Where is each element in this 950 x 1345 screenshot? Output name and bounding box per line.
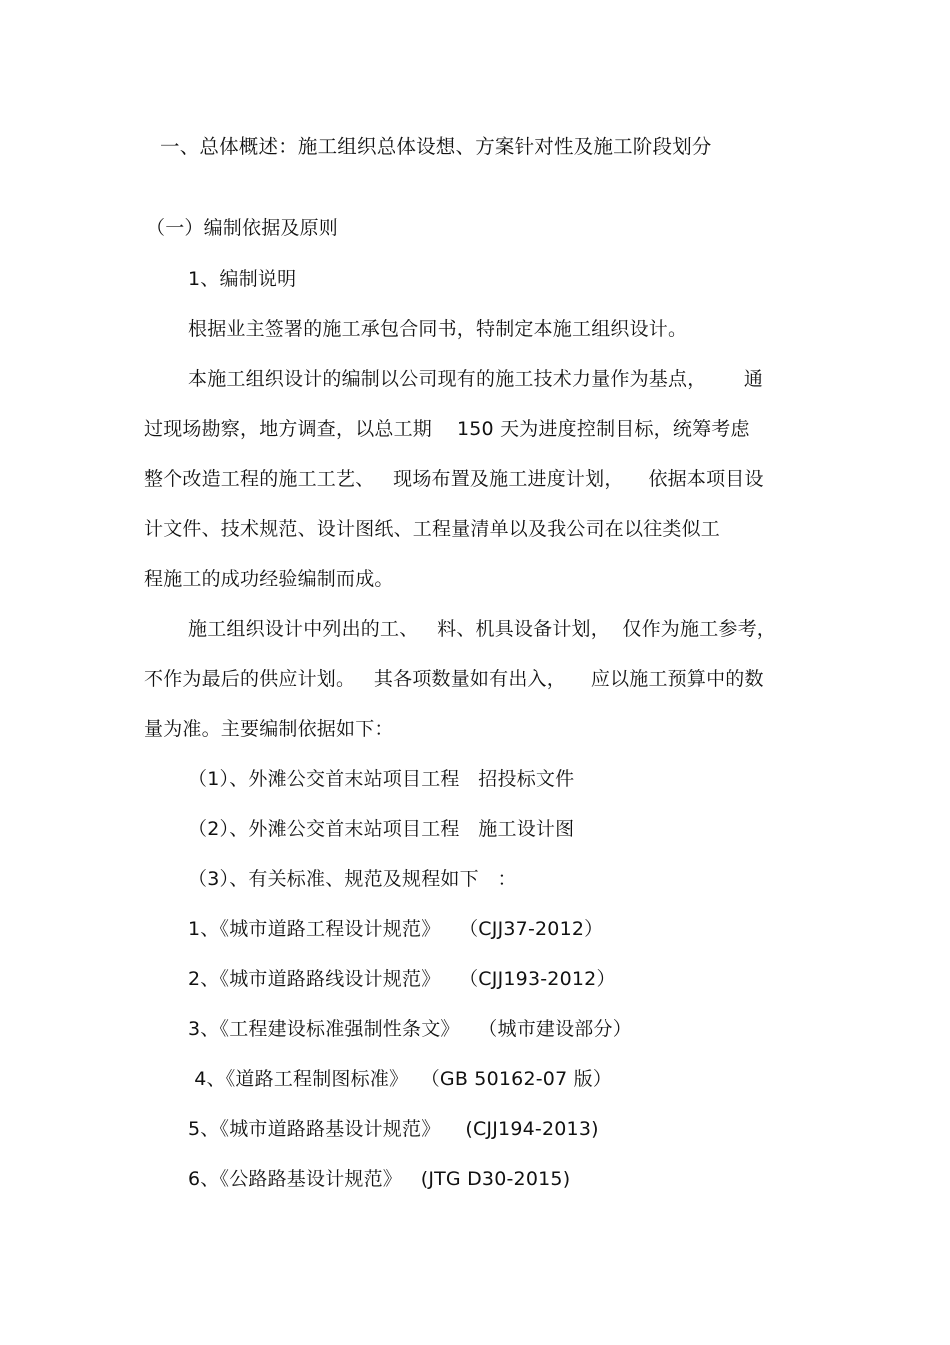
- standard-item: 6、《公路路基设计规范》 (JTG D30-2015): [188, 1168, 571, 1190]
- paragraph-line: 整个改造工程的施工工艺、 现场布置及施工进度计划， 依据本项目设: [144, 468, 764, 490]
- subsection-heading: 1、编制说明: [188, 268, 297, 290]
- paragraph-line: 不作为最后的供应计划。 其各项数量如有出入， 应以施工预算中的数: [144, 668, 764, 690]
- paragraph-line: 本施工组织设计的编制以公司现有的施工技术力量作为基点， 通: [188, 368, 764, 390]
- paragraph-line: 过现场勘察，地方调查，以总工期 150 天为进度控制目标，统筹考虑: [144, 418, 750, 440]
- standard-item: 1、《城市道路工程设计规范》 （CJJ37-2012）: [188, 918, 604, 940]
- paragraph-line: 量为准。主要编制依据如下：: [144, 718, 394, 740]
- paragraph-line: 施工组织设计中列出的工、 料、机具设备计划， 仅作为施工参考，: [188, 618, 776, 640]
- basis-item: （1）、外滩公交首末站项目工程 招投标文件: [188, 768, 575, 790]
- standard-item: 3、《工程建设标准强制性条文》 （城市建设部分）: [188, 1018, 632, 1040]
- standard-item: 4、《道路工程制图标准》 （GB 50162-07 版）: [188, 1068, 613, 1090]
- paragraph-line: 计文件、技术规范、设计图纸、工程量清单以及我公司在以往类似工: [144, 518, 721, 540]
- paragraph-line: 程施工的成功经验编制而成。: [144, 568, 394, 590]
- paragraph-line: 根据业主签署的施工承包合同书，特制定本施工组织设计。: [188, 318, 688, 340]
- section-heading: （一）编制依据及原则: [146, 217, 339, 239]
- standard-item: 2、《城市道路路线设计规范》 （CJJ193-2012）: [188, 968, 616, 990]
- basis-item: （2）、外滩公交首末站项目工程 施工设计图: [188, 818, 575, 840]
- basis-item: （3）、有关标准、规范及规程如下 ：: [188, 868, 517, 890]
- standard-item: 5、《城市道路路基设计规范》 (CJJ194-2013): [188, 1118, 599, 1140]
- main-heading: 一、总体概述：施工组织总体设想、方案针对性及施工阶段划分: [160, 135, 712, 158]
